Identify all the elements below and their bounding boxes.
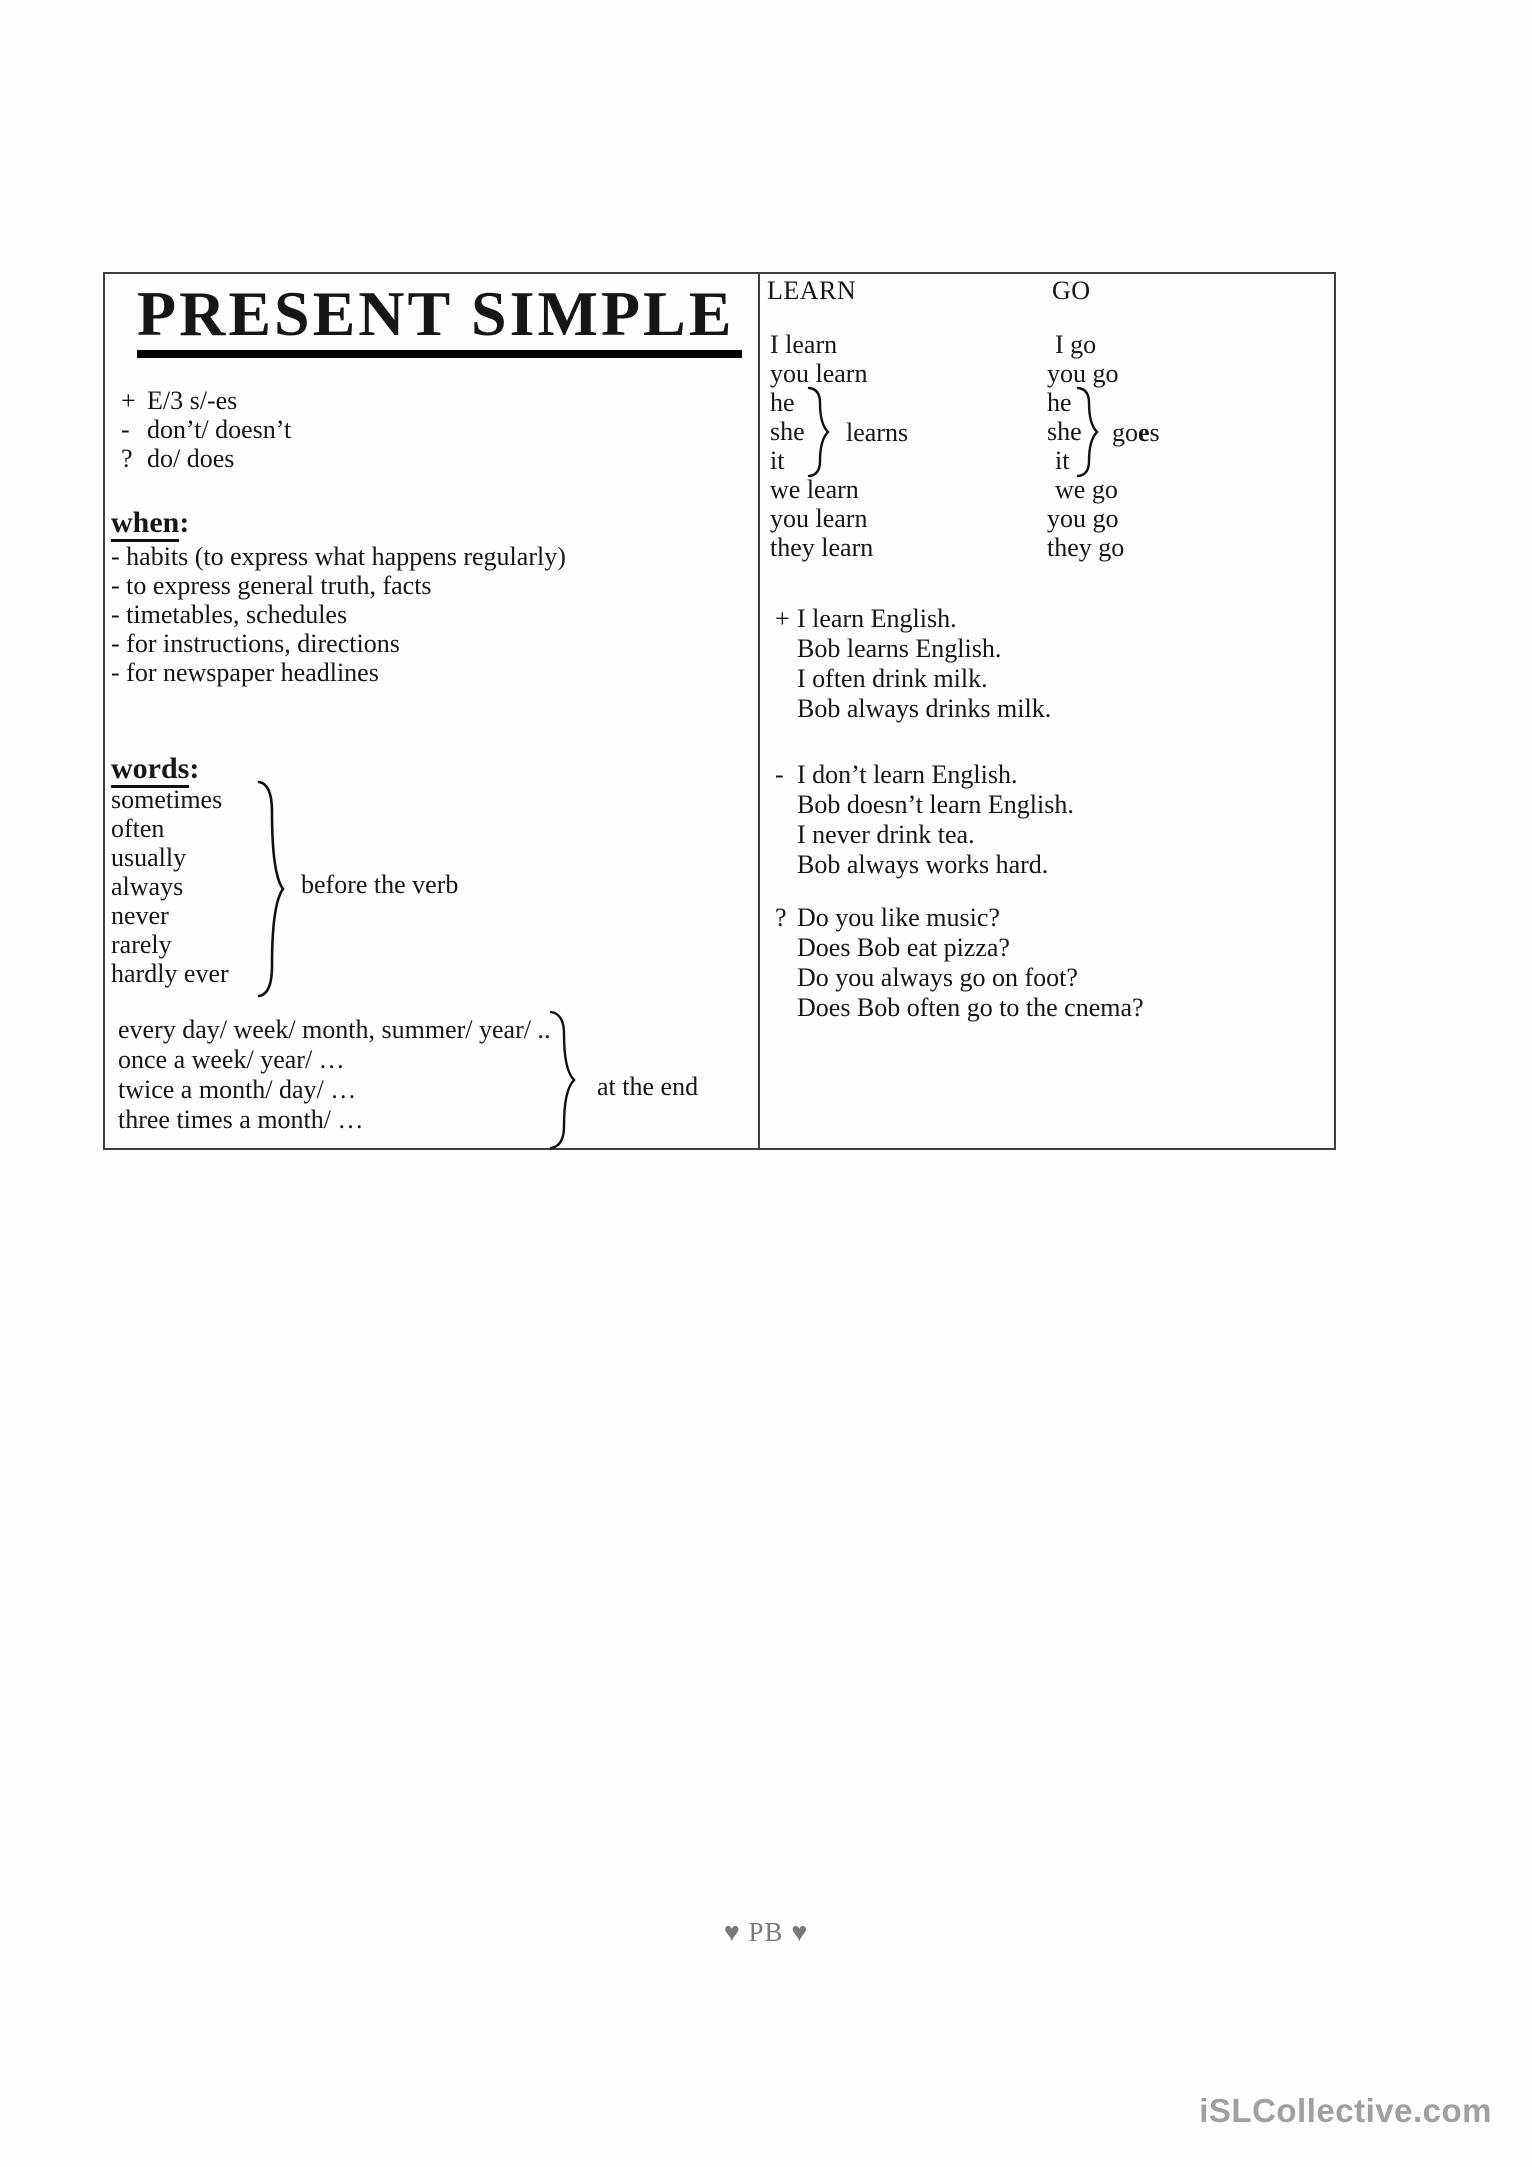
examples-affirmative (767, 604, 1051, 724)
form-question-text: do/ does (147, 444, 235, 473)
when-heading-colon: : (179, 506, 190, 539)
adverb-item: rarely (111, 930, 172, 959)
pronoun: he (1047, 388, 1072, 417)
third-person-group (770, 388, 909, 475)
words-section (111, 752, 199, 786)
pronoun: she (770, 417, 805, 446)
pronoun: it (770, 446, 785, 475)
verb-part-bold: e (1138, 418, 1150, 447)
verb-header-learn: LEARN (767, 276, 857, 305)
conjugation-row: you learn (770, 359, 868, 388)
form-affirmative-text: E/3 s/-es (147, 386, 238, 415)
adverbs-list (111, 785, 229, 988)
conjugation-row: they go (1047, 533, 1125, 562)
curly-brace-icon (548, 1010, 576, 1150)
example-line: I never drink tea. (797, 820, 975, 849)
column-divider (758, 274, 760, 1148)
conjugation-row: I go (1055, 330, 1097, 359)
third-person-verb (1112, 418, 1160, 447)
conjugation-go (1047, 330, 1160, 562)
example-line: Does Bob often go to the cnema? (797, 993, 1144, 1022)
footer-initials: ♥ PB ♥ (723, 1917, 809, 1947)
when-item: - for instructions, directions (111, 629, 400, 658)
frequency-item: three times a month/ … (118, 1105, 364, 1134)
when-section (111, 506, 566, 687)
minus-sign: - (775, 760, 784, 789)
pronoun: he (770, 388, 795, 417)
verb-part: s (897, 418, 909, 447)
adverb-item: always (111, 872, 184, 901)
page-title: PRESENT SIMPLE (137, 280, 742, 358)
example-line: Bob always works hard. (797, 850, 1049, 879)
adverb-item: hardly ever (111, 959, 229, 988)
conjugation-row: they learn (770, 533, 874, 562)
when-item: - habits (to express what happens regularly) (111, 542, 566, 571)
adverb-item: sometimes (111, 785, 223, 814)
verb-part: s (1149, 418, 1160, 447)
curly-brace-icon (255, 780, 285, 998)
forms-block (121, 386, 291, 473)
example-line: Do you like music? (797, 903, 1000, 932)
question-sign: ? (775, 903, 787, 932)
frequency-list (118, 1015, 550, 1135)
conjugation-row: I learn (770, 330, 838, 359)
example-lines (797, 604, 1051, 724)
third-person-group (1047, 388, 1160, 475)
example-line: I don’t learn English. (797, 760, 1018, 789)
words-heading-word: words (111, 752, 189, 788)
curly-brace-icon (806, 386, 830, 478)
adverb-item: usually (111, 843, 187, 872)
question-sign: ? (121, 444, 133, 473)
example-line: Bob always drinks milk. (797, 694, 1052, 723)
form-negative (121, 415, 291, 444)
third-person-verb (846, 418, 908, 447)
example-lines (797, 903, 1144, 1023)
adverb-item: never (111, 901, 169, 930)
adverbs-position-note: before the verb (301, 870, 459, 899)
pronoun: she (1047, 417, 1082, 446)
conjugation-row: we learn (770, 475, 859, 504)
frequency-item: once a week/ year/ … (118, 1045, 345, 1074)
conjugation-row: you learn (770, 504, 868, 533)
form-negative-text: don’t/ doesn’t (147, 415, 292, 444)
frequency-item: every day/ week/ month, summer/ year/ .. (118, 1015, 551, 1044)
verb-part: go (1112, 418, 1138, 447)
conjugation-learn (770, 330, 909, 562)
form-question (121, 444, 291, 473)
when-heading-word: when (111, 506, 179, 542)
verb-part: learn (846, 418, 898, 447)
minus-sign: - (121, 415, 130, 444)
words-heading (111, 752, 199, 786)
frequency-item: twice a month/ day/ … (118, 1075, 357, 1104)
words-heading-colon: : (189, 752, 200, 785)
example-line: Bob doesn’t learn English. (797, 790, 1074, 819)
watermark: iSLCollective.com (1199, 2092, 1492, 2129)
verb-header-go: GO (1052, 276, 1091, 305)
curly-brace-icon (1075, 386, 1099, 478)
pronoun: it (1055, 446, 1070, 475)
example-line: I often drink milk. (797, 664, 988, 693)
conjugation-row: you go (1047, 359, 1119, 388)
frequency-position-note: at the end (597, 1072, 699, 1101)
adverb-item: often (111, 814, 165, 843)
example-line: Bob learns English. (797, 634, 1002, 663)
form-affirmative (121, 386, 291, 415)
plus-sign: + (775, 604, 790, 633)
examples-negative (767, 760, 1074, 880)
conjugation-row: we go (1055, 475, 1118, 504)
example-line: Do you always go on foot? (797, 963, 1078, 992)
grammar-table (103, 272, 1336, 1150)
example-line: Does Bob eat pizza? (797, 933, 1010, 962)
when-heading (111, 506, 566, 540)
plus-sign: + (121, 386, 136, 415)
when-item: - to express general truth, facts (111, 571, 432, 600)
conjugation-row: you go (1047, 504, 1119, 533)
example-lines (797, 760, 1074, 880)
examples-question (767, 903, 1144, 1023)
example-line: I learn English. (797, 604, 957, 633)
when-item: - timetables, schedules (111, 600, 348, 629)
when-item: - for newspaper headlines (111, 658, 379, 687)
when-list (111, 542, 566, 687)
